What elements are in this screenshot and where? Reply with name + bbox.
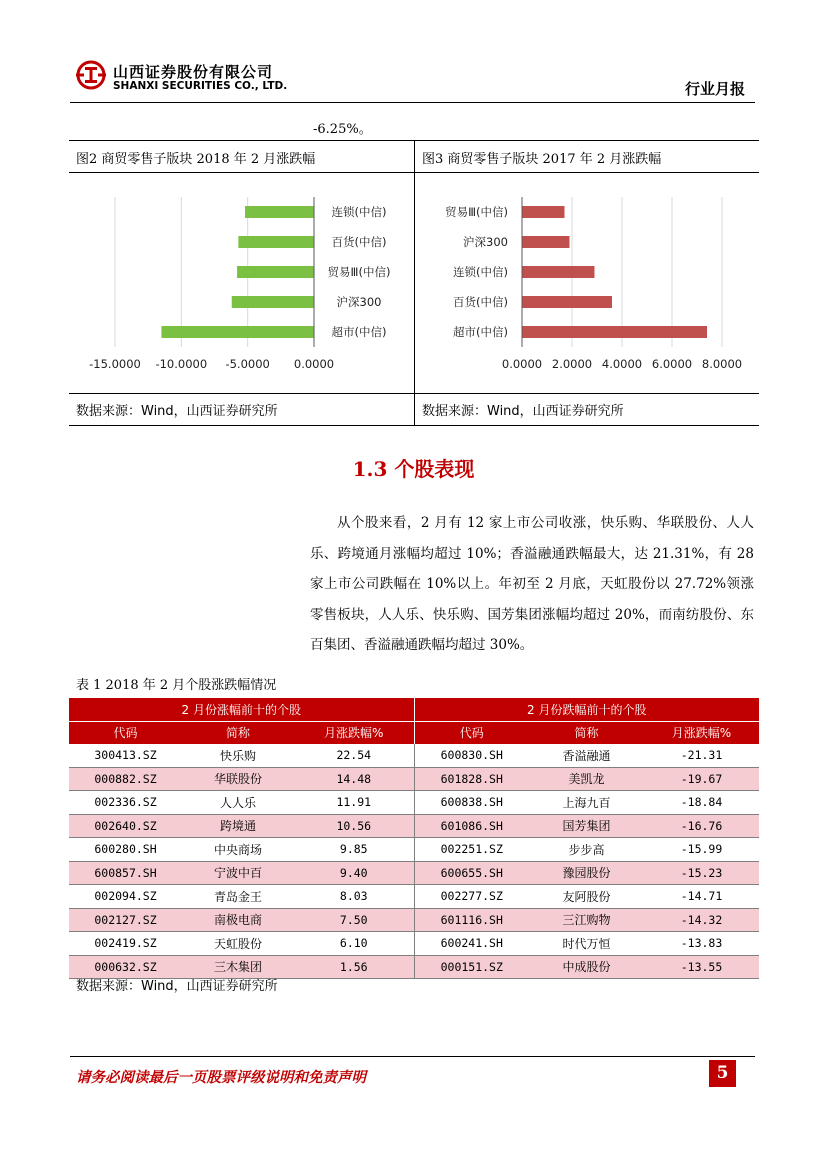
company-name-en: SHANXI SECURITIES CO., LTD. xyxy=(113,80,288,92)
stock-code: 600280.SH xyxy=(69,838,182,862)
bar xyxy=(237,266,314,278)
stock-name: 豫园股份 xyxy=(529,861,644,885)
x-tick-label: 4.0000 xyxy=(601,357,643,371)
stock-change: -19.67 xyxy=(644,767,759,791)
stock-code: 600241.SH xyxy=(414,932,529,956)
x-tick-label: 0.0000 xyxy=(293,357,335,371)
table-row xyxy=(69,908,759,932)
bar xyxy=(161,326,314,338)
table-row xyxy=(69,791,759,815)
column-header: 代码 xyxy=(414,721,529,744)
carryover-text: -6.25%。 xyxy=(313,122,372,137)
page-number: 5 xyxy=(709,1060,736,1087)
category-label: 百货(中信) xyxy=(331,235,387,249)
gainers-group-header: 2 月份涨幅前十的个股 xyxy=(69,698,414,721)
table-row xyxy=(69,767,759,791)
column-header: 简称 xyxy=(529,721,644,744)
bar xyxy=(245,206,314,218)
stock-change: 11.91 xyxy=(294,791,414,815)
stock-name: 上海九百 xyxy=(529,791,644,815)
stock-name: 美凯龙 xyxy=(529,767,644,791)
company-logo-icon xyxy=(76,60,106,90)
column-header: 简称 xyxy=(182,721,294,744)
table-row xyxy=(69,838,759,862)
x-tick-label: 8.0000 xyxy=(701,357,743,371)
x-tick-label: -15.0000 xyxy=(89,357,141,371)
stock-change: -21.31 xyxy=(644,744,759,767)
stock-change: 14.48 xyxy=(294,767,414,791)
stock-code: 000882.SZ xyxy=(69,767,182,791)
footer-divider xyxy=(70,1056,755,1057)
stock-code: 000151.SZ xyxy=(414,955,529,979)
company-name-cn: 山西证券股份有限公司 xyxy=(113,63,274,81)
stock-change: 6.10 xyxy=(294,932,414,956)
bar xyxy=(522,266,595,278)
column-header: 月涨跌幅% xyxy=(644,721,759,744)
x-tick-label: 0.0000 xyxy=(501,357,543,371)
category-label: 贸易Ⅲ(中信) xyxy=(445,205,508,219)
stock-code: 000632.SZ xyxy=(69,955,182,979)
stock-name: 快乐购 xyxy=(182,744,294,767)
stock-name: 时代万恒 xyxy=(529,932,644,956)
bar xyxy=(522,236,570,248)
stock-code: 002094.SZ xyxy=(69,885,182,909)
table-row xyxy=(69,814,759,838)
x-tick-label: -10.0000 xyxy=(155,357,208,371)
stock-change: -15.99 xyxy=(644,838,759,862)
stock-change: -13.83 xyxy=(644,932,759,956)
disclaimer-text: 请务必阅读最后一页股票评级说明和免责声明 xyxy=(76,1069,366,1086)
table-row xyxy=(69,861,759,885)
stock-change: -18.84 xyxy=(644,791,759,815)
figure-bottom-rule xyxy=(69,425,759,426)
figure-3-chart xyxy=(415,180,759,390)
stock-change: 8.03 xyxy=(294,885,414,909)
stock-name: 国芳集团 xyxy=(529,814,644,838)
bar xyxy=(522,326,707,338)
stock-performance-table xyxy=(69,698,759,979)
stock-code: 002251.SZ xyxy=(414,838,529,862)
table-row xyxy=(69,932,759,956)
stock-code: 002419.SZ xyxy=(69,932,182,956)
figure-3-title: 图3 商贸零售子版块 2017 年 2 月涨跌幅 xyxy=(422,152,662,167)
section-paragraph: 从个股来看，2 月有 12 家上市公司收涨，快乐购、华联股份、人人乐、跨境通月涨幅均超过 10%；香溢融通跌幅最大，达 21.31%，有 28 家上市公司跌幅在 10%以上。年初至 2 月底，天虹股份以 27.72%领涨零售板块，人人乐、快乐购、国芳集团涨幅均超过 20%，而南纺股份、东百集团、香溢融通跌幅均超过 30%。 xyxy=(310,515,754,653)
stock-name: 宁波中百 xyxy=(182,861,294,885)
stock-code: 002127.SZ xyxy=(69,908,182,932)
stock-change: -15.23 xyxy=(644,861,759,885)
stock-code: 002277.SZ xyxy=(414,885,529,909)
column-header: 月涨跌幅% xyxy=(294,721,414,744)
stock-code: 601828.SH xyxy=(414,767,529,791)
stock-change: -16.76 xyxy=(644,814,759,838)
losers-group-header: 2 月份跌幅前十的个股 xyxy=(414,698,759,721)
stock-name: 三木集团 xyxy=(182,955,294,979)
stock-name: 友阿股份 xyxy=(529,885,644,909)
bar xyxy=(238,236,314,248)
stock-name: 跨境通 xyxy=(182,814,294,838)
stock-name: 香溢融通 xyxy=(529,744,644,767)
stock-change: 1.56 xyxy=(294,955,414,979)
column-header: 代码 xyxy=(69,721,182,744)
category-label: 百货(中信) xyxy=(453,295,508,309)
table-row xyxy=(69,744,759,767)
category-label: 沪深300 xyxy=(463,235,508,249)
figure-3-source: 数据来源：Wind，山西证券研究所 xyxy=(422,404,624,419)
stock-code: 600830.SH xyxy=(414,744,529,767)
stock-code: 002336.SZ xyxy=(69,791,182,815)
figure-2-source: 数据来源：Wind，山西证券研究所 xyxy=(76,404,278,419)
stock-name: 步步高 xyxy=(529,838,644,862)
stock-name: 人人乐 xyxy=(182,791,294,815)
table-source: 数据来源：Wind，山西证券研究所 xyxy=(76,979,278,994)
bar xyxy=(232,296,314,308)
stock-change: -13.55 xyxy=(644,955,759,979)
table-row xyxy=(69,885,759,909)
stock-name: 青岛金王 xyxy=(182,885,294,909)
stock-code: 600857.SH xyxy=(69,861,182,885)
section-heading: 1.3 个股表现 xyxy=(352,457,475,481)
stock-change: -14.71 xyxy=(644,885,759,909)
report-type: 行业月报 xyxy=(684,80,745,98)
figure-source-rule xyxy=(69,393,759,394)
figure-2-title: 图2 商贸零售子版块 2018 年 2 月涨跌幅 xyxy=(76,152,316,167)
table-caption: 表 1 2018 年 2 月个股涨跌幅情况 xyxy=(76,678,277,693)
stock-change: 10.56 xyxy=(294,814,414,838)
stock-name: 中成股份 xyxy=(529,955,644,979)
category-label: 连锁(中信) xyxy=(453,265,508,279)
stock-code: 601086.SH xyxy=(414,814,529,838)
category-label: 贸易Ⅲ(中信) xyxy=(327,265,391,279)
stock-name: 南极电商 xyxy=(182,908,294,932)
stock-code: 600655.SH xyxy=(414,861,529,885)
stock-code: 600838.SH xyxy=(414,791,529,815)
stock-change: 22.54 xyxy=(294,744,414,767)
category-label: 沪深300 xyxy=(336,295,382,309)
x-tick-label: 6.0000 xyxy=(651,357,693,371)
x-tick-label: 2.0000 xyxy=(551,357,593,371)
stock-name: 天虹股份 xyxy=(182,932,294,956)
stock-change: 9.85 xyxy=(294,838,414,862)
stock-change: -14.32 xyxy=(644,908,759,932)
category-label: 连锁(中信) xyxy=(331,205,387,219)
x-tick-label: -5.0000 xyxy=(225,357,270,371)
bar xyxy=(522,296,612,308)
figure-2-chart xyxy=(69,180,414,390)
stock-name: 华联股份 xyxy=(182,767,294,791)
stock-change: 7.50 xyxy=(294,908,414,932)
header-divider xyxy=(70,102,755,103)
stock-change: 9.40 xyxy=(294,861,414,885)
stock-code: 300413.SZ xyxy=(69,744,182,767)
stock-code: 601116.SH xyxy=(414,908,529,932)
category-label: 超市(中信) xyxy=(453,325,508,339)
stock-name: 三江购物 xyxy=(529,908,644,932)
stock-code: 002640.SZ xyxy=(69,814,182,838)
stock-name: 中央商场 xyxy=(182,838,294,862)
bar xyxy=(522,206,565,218)
category-label: 超市(中信) xyxy=(331,325,387,339)
